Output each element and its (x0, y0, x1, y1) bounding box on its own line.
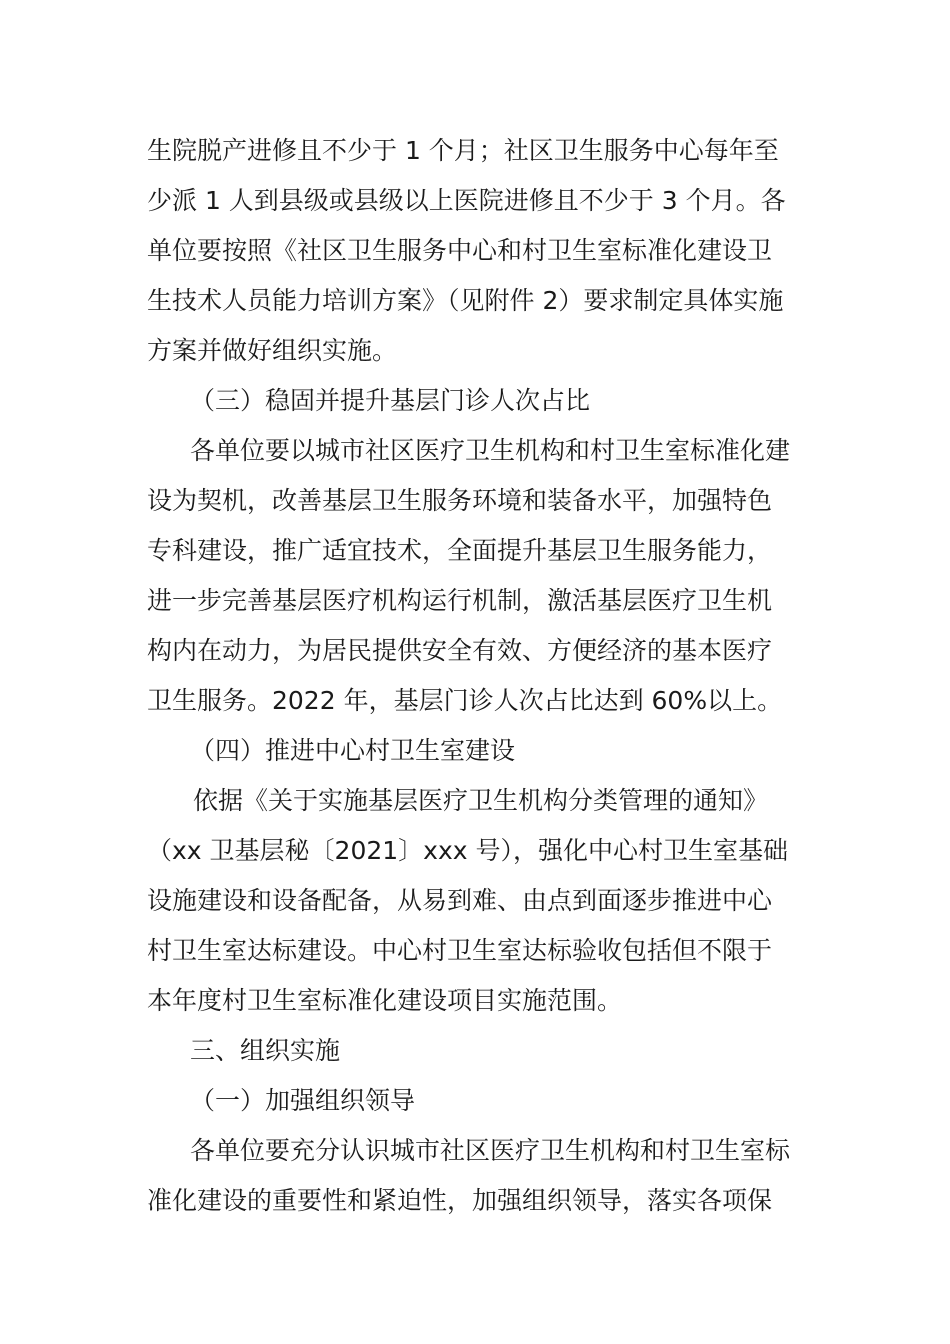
paragraph-line: 设施建设和设备配备，从易到难、由点到面逐步推进中心 (147, 886, 773, 915)
paragraph-line: 少派 1 人到县级或县级以上医院进修且不少于 3 个月。各 (147, 186, 786, 215)
paragraph-line: 生院脱产进修且不少于 1 个月；社区卫生服务中心每年至 (147, 136, 779, 165)
section-heading: 三、组织实施 (190, 1036, 341, 1065)
paragraph-line: 构内在动力，为居民提供安全有效、方便经济的基本医疗 (147, 636, 773, 665)
section-heading: （三）稳固并提升基层门诊人次占比 (190, 386, 591, 415)
paragraph-line: 方案并做好组织实施。 (147, 336, 398, 365)
section-heading: （四）推进中心村卫生室建设 (190, 736, 516, 765)
paragraph-line: 依据《关于实施基层医疗卫生机构分类管理的通知》 (193, 786, 769, 815)
paragraph-line: 村卫生室达标建设。中心村卫生室达标验收包括但不限于 (147, 936, 773, 965)
paragraph-line: 专科建设，推广适宜技术，全面提升基层卫生服务能力， (147, 536, 773, 565)
paragraph-line: 本年度村卫生室标准化建设项目实施范围。 (147, 986, 623, 1015)
paragraph-line: （xx 卫基层秘〔2021〕xxx 号），强化中心村卫生室基础 (147, 836, 788, 865)
paragraph-line: 设为契机，改善基层卫生服务环境和装备水平，加强特色 (147, 486, 773, 515)
paragraph-line: 卫生服务。2022 年，基层门诊人次占比达到 60%以上。 (147, 686, 783, 715)
paragraph-line: 准化建设的重要性和紧迫性，加强组织领导，落实各项保 (147, 1186, 773, 1215)
paragraph-line: 各单位要以城市社区医疗卫生机构和村卫生室标准化建 (190, 436, 791, 465)
paragraph-line: 生技术人员能力培训方案》（见附件 2）要求制定具体实施 (147, 286, 784, 315)
paragraph-line: 单位要按照《社区卫生服务中心和村卫生室标准化建设卫 (147, 236, 773, 265)
paragraph-line: 进一步完善基层医疗机构运行机制，激活基层医疗卫生机 (147, 586, 773, 615)
section-heading: （一）加强组织领导 (190, 1086, 416, 1115)
paragraph-line: 各单位要充分认识城市社区医疗卫生机构和村卫生室标 (190, 1136, 791, 1165)
